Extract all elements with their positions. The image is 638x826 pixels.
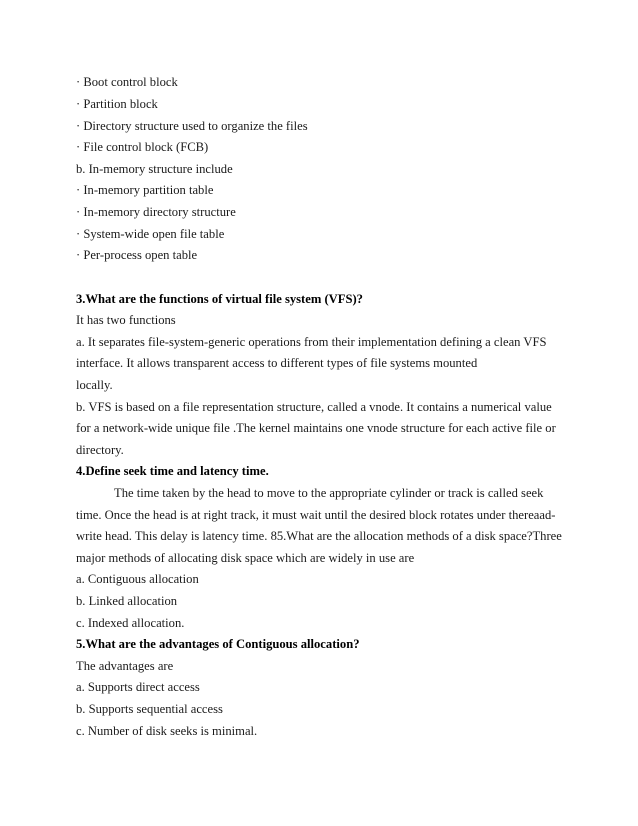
text-line: · System-wide open file table [76, 227, 225, 241]
text-line: · Boot control block [76, 75, 178, 89]
text-line: · Directory structure used to organize the files [76, 119, 308, 133]
text-line: · In-memory directory structure [76, 205, 236, 219]
text-line: major methods of allocating disk space which are widely in use are [76, 551, 415, 565]
section-heading: 4.Define seek time and latency time. [76, 464, 269, 478]
text-line: b. In-memory structure include [76, 162, 233, 176]
text-line: · File control block (FCB) [76, 140, 209, 154]
text-line: locally. [76, 378, 113, 392]
text-line: The advantages are [76, 659, 174, 673]
text-line: · Partition block [76, 97, 158, 111]
text-line: · Per-process open table [76, 248, 198, 262]
text-line: It has two functions [76, 313, 176, 327]
text-line: interface. It allows transparent access to different types of file systems mounted [76, 356, 478, 370]
text-line: for a network-wide unique file .The kernel maintains one vnode structure for each active file or [76, 421, 556, 435]
text-line: time. Once the head is at right track, it must wait until the desired block rotates under thereaad- [76, 508, 556, 522]
text-line: c. Indexed allocation. [76, 616, 185, 630]
text-line: a. Supports direct access [76, 680, 200, 694]
text-line: write head. This delay is latency time. 85.What are the allocation methods of a disk space?Three [76, 529, 562, 543]
section-heading: 3.What are the functions of virtual file system (VFS)? [76, 292, 363, 306]
text-line: a. It separates file-system-generic operations from their implementation defining a clean VFS [76, 335, 547, 349]
text-line: c. Number of disk seeks is minimal. [76, 724, 258, 738]
text-line: b. VFS is based on a file representation structure, called a vnode. It contains a numerical value [76, 400, 552, 414]
text-line: b. Supports sequential access [76, 702, 223, 716]
text-line: The time taken by the head to move to the appropriate cylinder or track is called seek [114, 486, 544, 500]
text-line: directory. [76, 443, 124, 457]
text-line: a. Contiguous allocation [76, 572, 199, 586]
text-line: · In-memory partition table [76, 183, 214, 197]
section-heading: 5.What are the advantages of Contiguous allocation? [76, 637, 360, 651]
text-line: b. Linked allocation [76, 594, 178, 608]
